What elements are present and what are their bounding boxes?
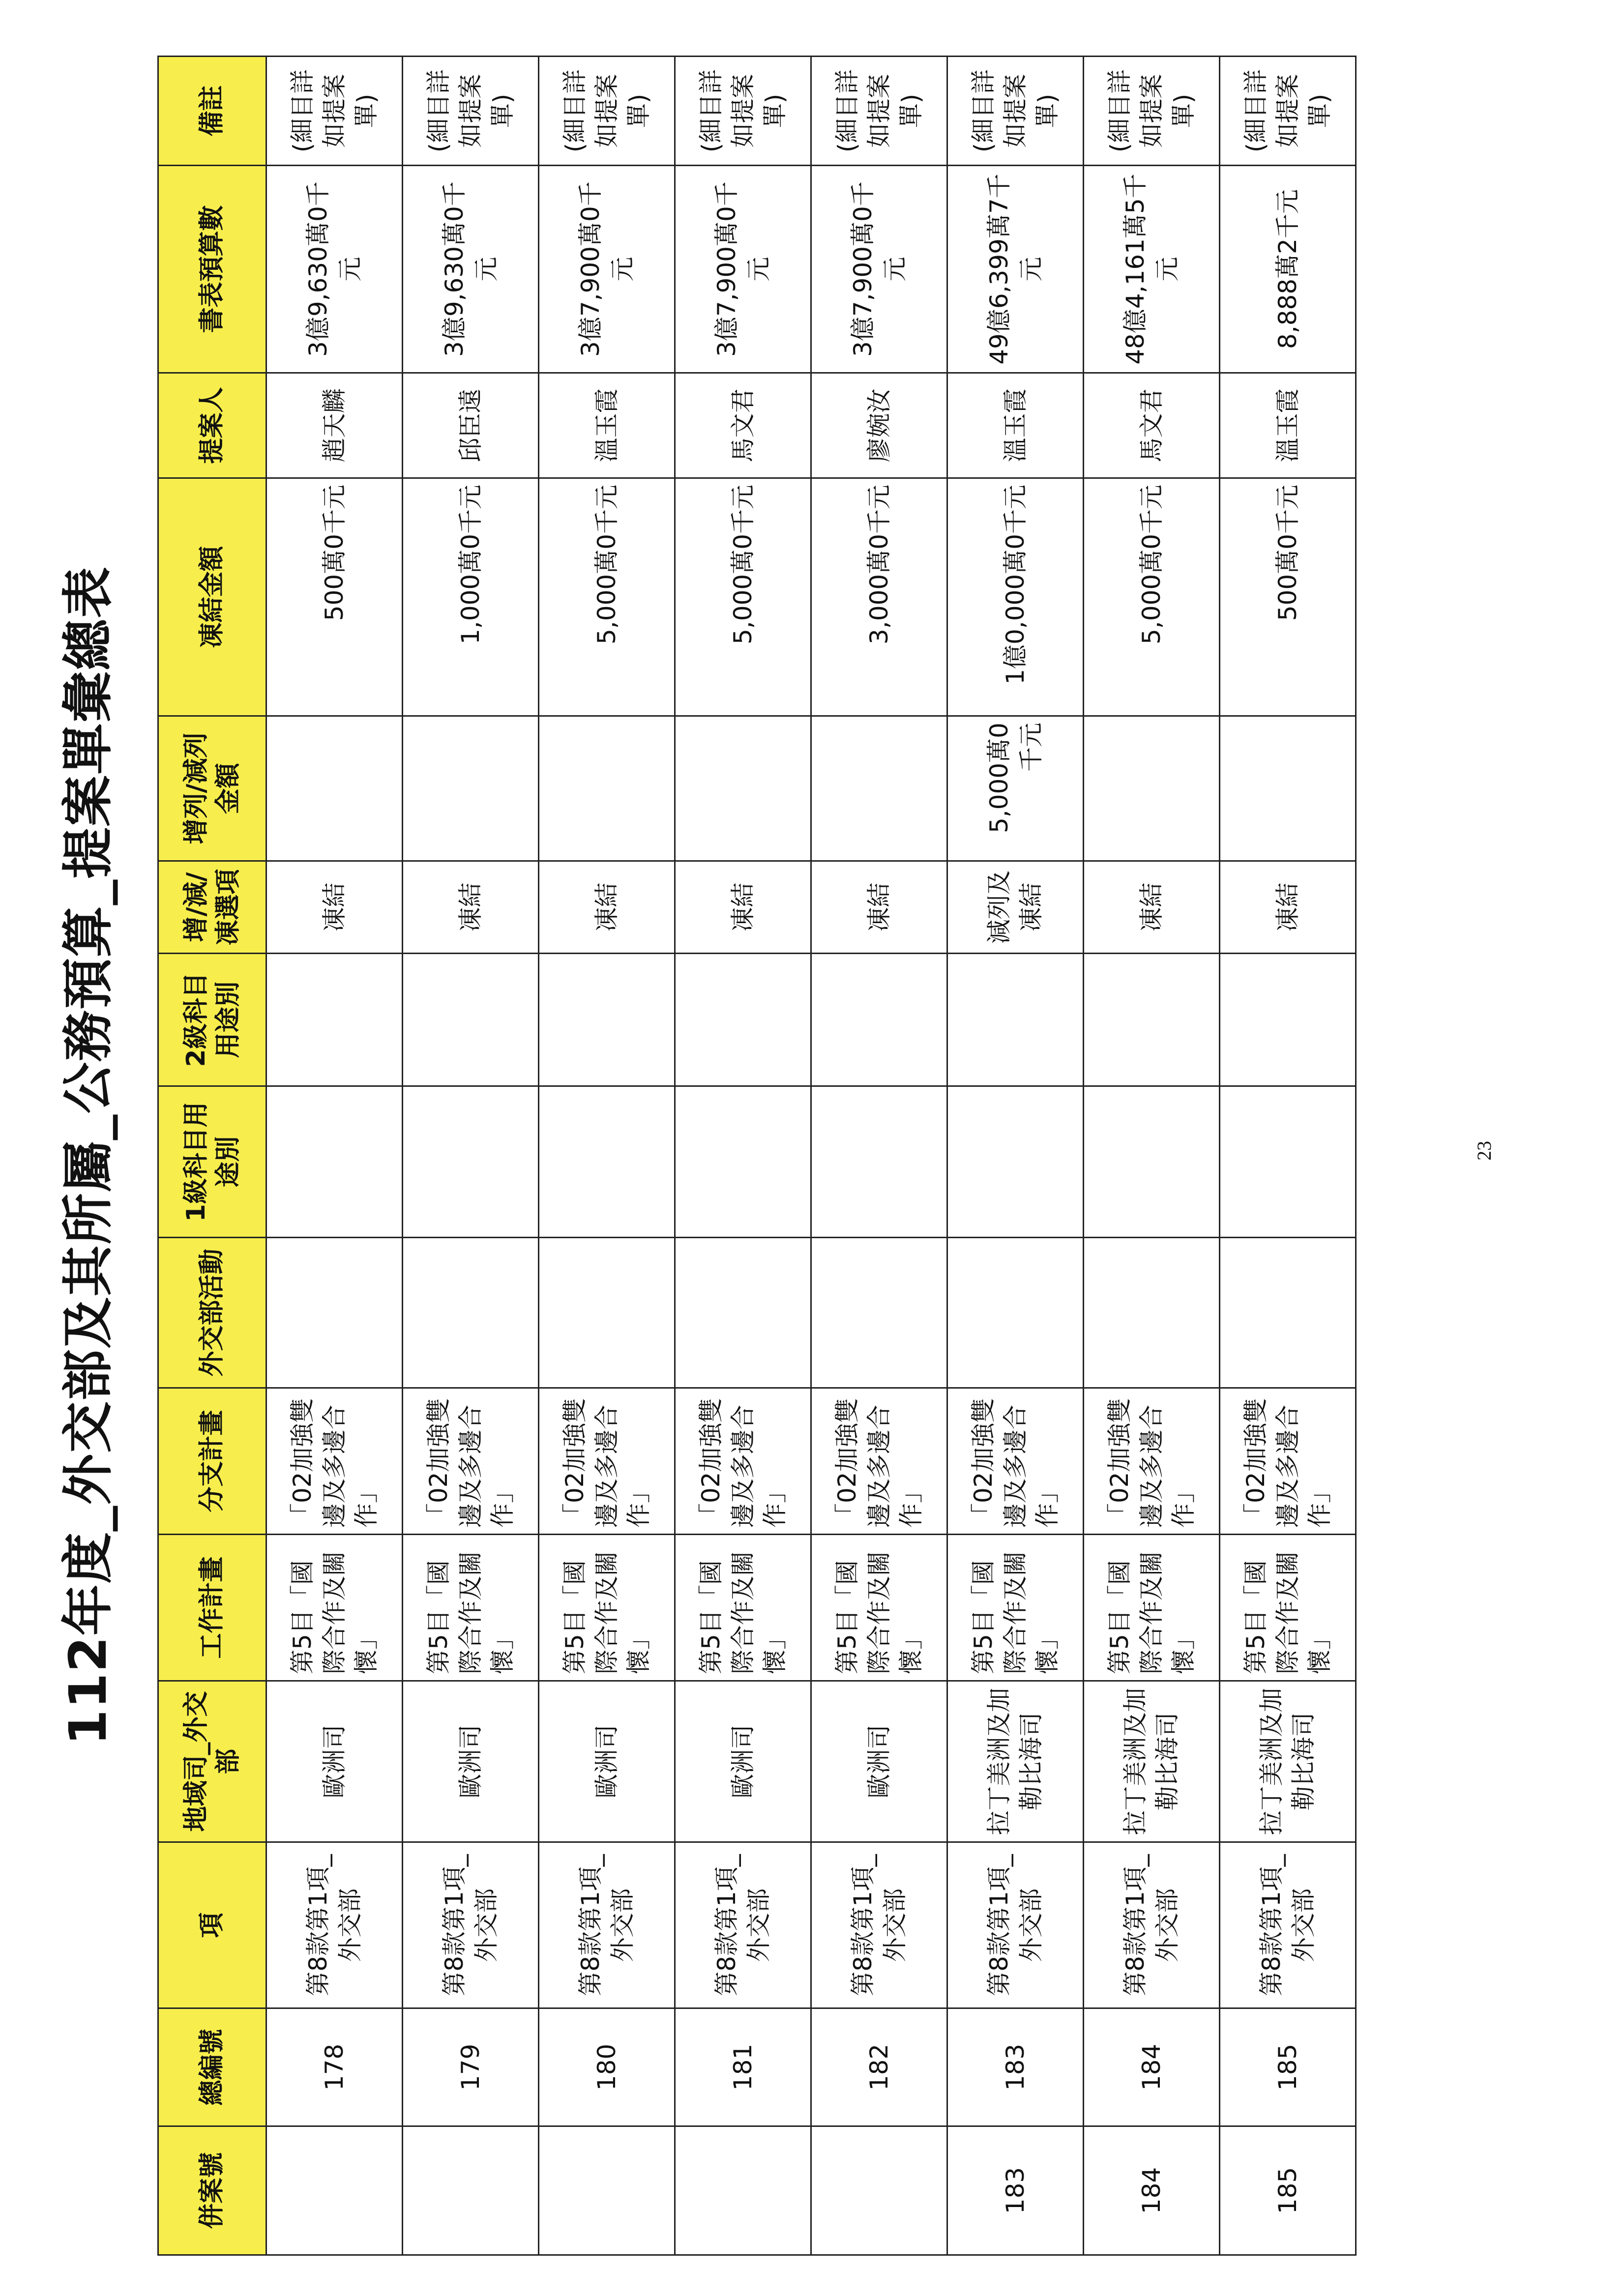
cell-level1 [1084,1086,1220,1238]
cell-activity [1220,1238,1356,1388]
col-level2: 2級科目用途別 [158,954,266,1086]
cell-sub-plan: 「02加強雙邊及多邊合作」 [811,1388,947,1535]
cell-option: 凍結 [403,861,539,954]
cell-level2 [1220,954,1356,1086]
cell-work-plan: 第5目「國際合作及關懷」 [539,1535,675,1681]
cell-serial: 180 [539,2008,675,2126]
cell-remark: (細目詳如提案單) [675,57,811,166]
header-row [158,57,266,2255]
cell-activity [539,1238,675,1388]
cell-dept: 拉丁美洲及加勒比海司 [1220,1681,1356,1842]
cell-adjust-amount [811,716,947,861]
cell-item: 第8款第1項_外交部 [1220,1842,1356,2008]
cell-item: 第8款第1項_外交部 [811,1842,947,2008]
table-row [1084,57,1220,2255]
cell-merge-no: 184 [1084,2126,1220,2255]
cell-proposer: 溫玉霞 [1220,373,1356,478]
cell-serial: 185 [1220,2008,1356,2126]
cell-serial: 181 [675,2008,811,2126]
cell-proposer: 馬文君 [675,373,811,478]
col-work-plan: 工作計畫 [158,1535,266,1681]
cell-level1 [266,1086,403,1238]
col-adjust-amount: 增列/減列金額 [158,716,266,861]
cell-work-plan: 第5目「國際合作及關懷」 [1084,1535,1220,1681]
cell-sub-plan: 「02加強雙邊及多邊合作」 [403,1388,539,1535]
cell-level2 [539,954,675,1086]
cell-level2 [1084,954,1220,1086]
cell-level2 [947,954,1084,1086]
cell-sub-plan: 「02加強雙邊及多邊合作」 [1084,1388,1220,1535]
cell-work-plan: 第5目「國際合作及關懷」 [1220,1535,1356,1681]
cell-serial: 182 [811,2008,947,2126]
table-row [1220,57,1356,2255]
cell-remark: (細目詳如提案單) [1220,57,1356,166]
cell-level1 [1220,1086,1356,1238]
cell-adjust-amount [539,716,675,861]
cell-merge-no [675,2126,811,2255]
cell-budget: 48億4,161萬5千元 [1084,166,1220,373]
cell-adjust-amount [266,716,403,861]
cell-work-plan: 第5目「國際合作及關懷」 [947,1535,1084,1681]
cell-option: 凍結 [266,861,403,954]
table-body [266,57,1356,2255]
cell-adjust-amount: 5,000萬0千元 [947,716,1084,861]
cell-freeze-amount: 5,000萬0千元 [1084,478,1220,716]
cell-serial: 179 [403,2008,539,2126]
cell-level1 [539,1086,675,1238]
cell-remark: (細目詳如提案單) [811,57,947,166]
cell-proposer: 溫玉霞 [539,373,675,478]
cell-proposer: 溫玉霞 [947,373,1084,478]
col-merge-no: 併案號 [158,2126,266,2255]
cell-activity [947,1238,1084,1388]
page-title: 112年度_外交部及其所屬_公務預算_提案單彙總表 [58,566,118,1745]
cell-dept: 歐洲司 [266,1681,403,1842]
cell-item: 第8款第1項_外交部 [539,1842,675,2008]
col-activity: 外交部活動 [158,1238,266,1388]
cell-sub-plan: 「02加強雙邊及多邊合作」 [1220,1388,1356,1535]
col-level1: 1級科目用途別 [158,1086,266,1238]
cell-activity [1084,1238,1220,1388]
col-sub-plan: 分支計畫 [158,1388,266,1535]
cell-freeze-amount: 5,000萬0千元 [675,478,811,716]
cell-freeze-amount: 500萬0千元 [1220,478,1356,716]
cell-dept: 歐洲司 [811,1681,947,1842]
col-freeze-amount: 凍結金額 [158,478,266,716]
cell-dept: 拉丁美洲及加勒比海司 [947,1681,1084,1842]
cell-level1 [403,1086,539,1238]
cell-freeze-amount: 1億0,000萬0千元 [947,478,1084,716]
cell-sub-plan: 「02加強雙邊及多邊合作」 [266,1388,403,1535]
table-row [539,57,675,2255]
cell-merge-no [266,2126,403,2255]
col-remark: 備註 [158,57,266,166]
cell-option: 凍結 [539,861,675,954]
cell-budget: 3億9,630萬0千元 [266,166,403,373]
cell-level2 [675,954,811,1086]
cell-serial: 184 [1084,2008,1220,2126]
col-dept: 地域司_外交部 [158,1681,266,1842]
table-row [403,57,539,2255]
cell-sub-plan: 「02加強雙邊及多邊合作」 [947,1388,1084,1535]
cell-adjust-amount [675,716,811,861]
cell-activity [266,1238,403,1388]
cell-remark: (細目詳如提案單) [947,57,1084,166]
cell-work-plan: 第5目「國際合作及關懷」 [403,1535,539,1681]
cell-item: 第8款第1項_外交部 [266,1842,403,2008]
cell-level2 [266,954,403,1086]
cell-merge-no [811,2126,947,2255]
cell-proposer: 邱臣遠 [403,373,539,478]
table-row [947,57,1084,2255]
cell-activity [403,1238,539,1388]
cell-adjust-amount [403,716,539,861]
cell-activity [811,1238,947,1388]
col-proposer: 提案人 [158,373,266,478]
cell-level1 [947,1086,1084,1238]
cell-budget: 3億9,630萬0千元 [403,166,539,373]
cell-dept: 歐洲司 [675,1681,811,1842]
cell-option: 凍結 [675,861,811,954]
proposal-table [157,56,1357,2256]
table-row [266,57,403,2255]
cell-remark: (細目詳如提案單) [539,57,675,166]
cell-budget: 3億7,900萬0千元 [675,166,811,373]
cell-item: 第8款第1項_外交部 [675,1842,811,2008]
cell-option: 凍結 [1084,861,1220,954]
cell-level2 [811,954,947,1086]
cell-dept: 歐洲司 [403,1681,539,1842]
cell-dept: 歐洲司 [539,1681,675,1842]
cell-freeze-amount: 5,000萬0千元 [539,478,675,716]
cell-merge-no: 185 [1220,2126,1356,2255]
col-option: 增/減/凍選項 [158,861,266,954]
cell-dept: 拉丁美洲及加勒比海司 [1084,1681,1220,1842]
cell-merge-no [539,2126,675,2255]
cell-freeze-amount: 1,000萬0千元 [403,478,539,716]
cell-budget: 3億7,900萬0千元 [539,166,675,373]
cell-work-plan: 第5目「國際合作及關懷」 [266,1535,403,1681]
table-row [811,57,947,2255]
cell-serial: 183 [947,2008,1084,2126]
cell-proposer: 廖婉汝 [811,373,947,478]
cell-merge-no [403,2126,539,2255]
cell-freeze-amount: 3,000萬0千元 [811,478,947,716]
cell-item: 第8款第1項_外交部 [947,1842,1084,2008]
cell-level1 [811,1086,947,1238]
cell-level2 [403,954,539,1086]
cell-merge-no: 183 [947,2126,1084,2255]
cell-sub-plan: 「02加強雙邊及多邊合作」 [539,1388,675,1535]
cell-proposer: 趙天麟 [266,373,403,478]
cell-budget: 49億6,399萬7千元 [947,166,1084,373]
cell-work-plan: 第5目「國際合作及關懷」 [811,1535,947,1681]
cell-adjust-amount [1084,716,1220,861]
cell-option: 減列及凍結 [947,861,1084,954]
cell-remark: (細目詳如提案單) [1084,57,1220,166]
table-row [675,57,811,2255]
cell-freeze-amount: 500萬0千元 [266,478,403,716]
cell-proposer: 馬文君 [1084,373,1220,478]
cell-adjust-amount [1220,716,1356,861]
col-serial: 總編號 [158,2008,266,2126]
cell-serial: 178 [266,2008,403,2126]
cell-item: 第8款第1項_外交部 [1084,1842,1220,2008]
cell-remark: (細目詳如提案單) [403,57,539,166]
cell-sub-plan: 「02加強雙邊及多邊合作」 [675,1388,811,1535]
cell-activity [675,1238,811,1388]
cell-option: 凍結 [811,861,947,954]
cell-level1 [675,1086,811,1238]
page-number: 23 [1473,1141,1495,1161]
cell-item: 第8款第1項_外交部 [403,1842,539,2008]
cell-remark: (細目詳如提案單) [266,57,403,166]
cell-budget: 3億7,900萬0千元 [811,166,947,373]
col-budget: 書表預算數 [158,166,266,373]
cell-budget: 8,888萬2千元 [1220,166,1356,373]
cell-work-plan: 第5目「國際合作及關懷」 [675,1535,811,1681]
cell-option: 凍結 [1220,861,1356,954]
col-item: 項 [158,1842,266,2008]
